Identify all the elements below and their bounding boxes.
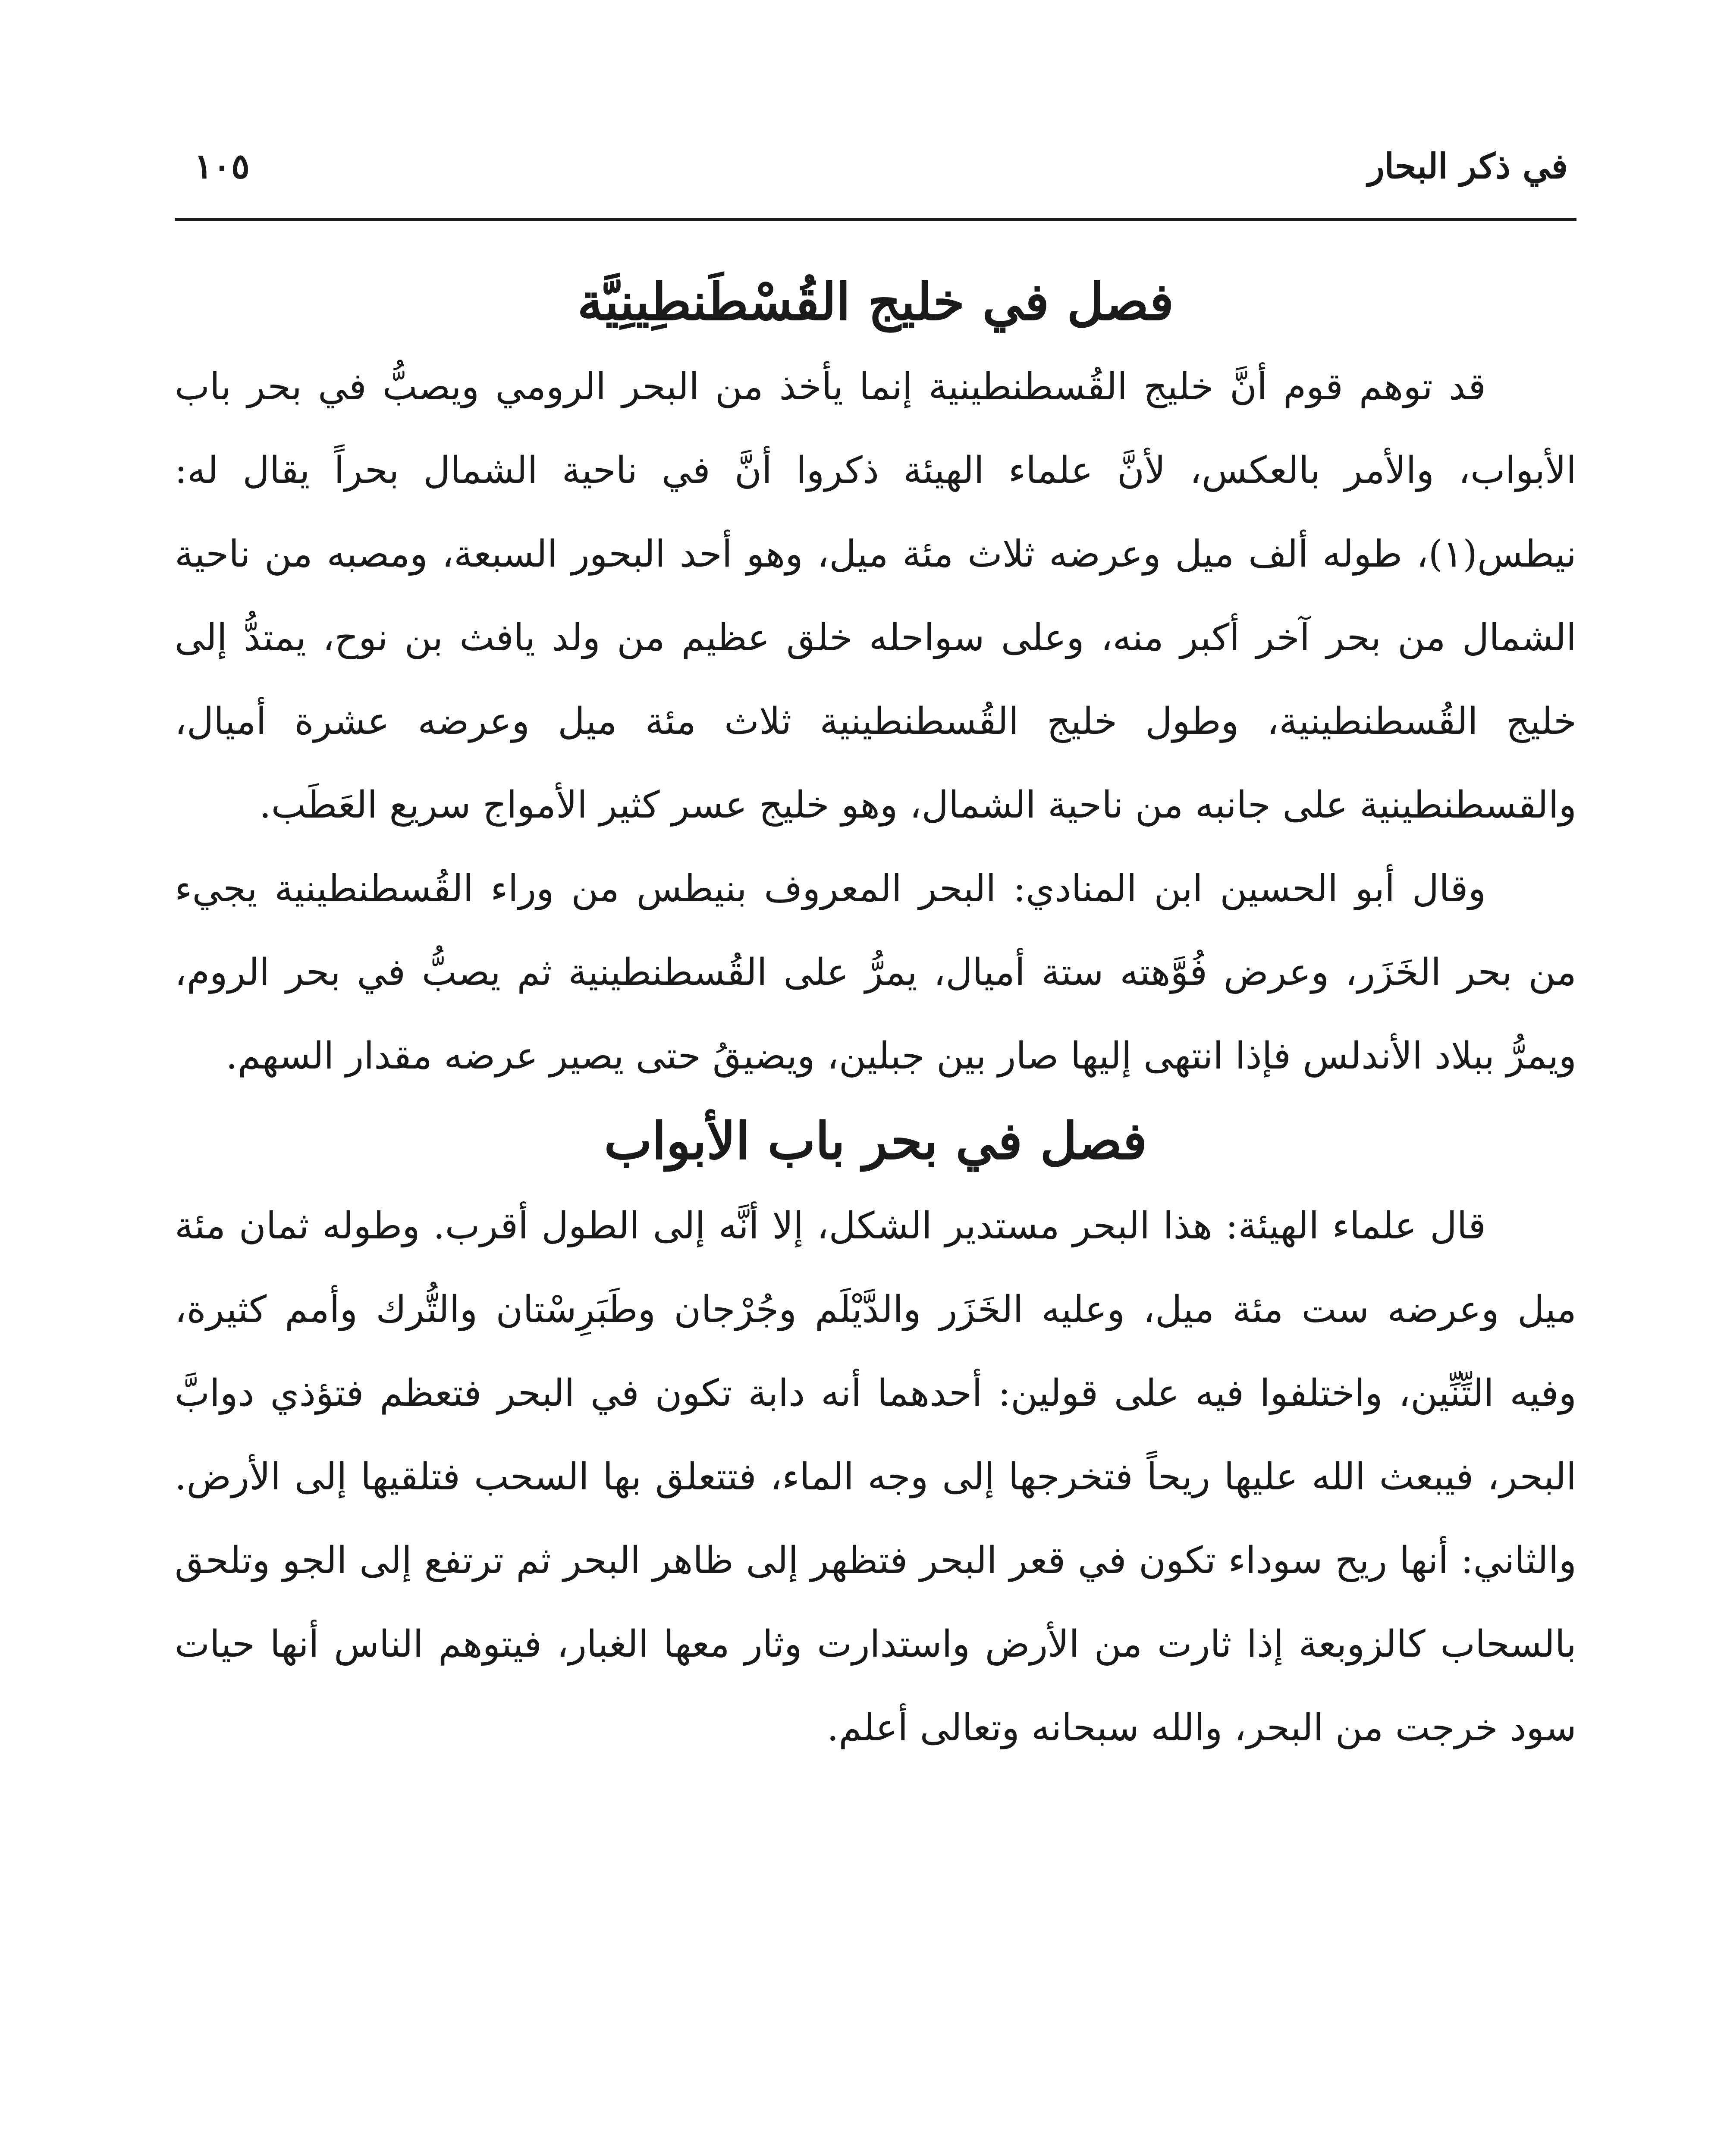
header-rule xyxy=(175,218,1576,221)
paragraph: قال علماء الهيئة: هذا البحر مستدير الشكل، إلا أنَّه إلى الطول أقرب. وطوله ثمان مئة ميل وعرضه ست مئة ميل، وعليه الخَزَر والدَّيْلَم وجُرْجان وطَبَرِسْتان والتُّرك وأمم كثيرة، وفيه التِّنِّين، واختلفوا فيه على قولين: أحدهما أنه دابة تكون في البحر فتعظم فتؤذي دوابَّ البحر، فيبعث الله عليها ريحاً فتخرجها إلى وجه الماء، فتتعلق بها السحب فتلقيها إلى الأرض. والثاني: أنها ريح سوداء تكون في قعر البحر فتظهر إلى ظاهر البحر ثم ترتفع إلى الجو وتلحق بالسحاب كالزوبعة إذا ثارت من الأرض واستدارت وثار معها الغبار، فيتوهم الناس أنها حيات سود خرجت من البحر، والله سبحانه وتعالى أعلم. xyxy=(175,1204,1576,1749)
section-title-constantinople-strait: فصل في خليج القُسْطَنطِينِيَّة xyxy=(577,272,1174,332)
page-number: ١٠٥ xyxy=(194,146,250,186)
paragraph: وقال أبو الحسين ابن المنادي: البحر المعروف بنيطس من وراء القُسطنطينية يجيء من بحر الخَزَر، وعرض فُوَّهته ستة أميال، يمرُّ على القُسطنطينية ثم يصبُّ في بحر الروم، ويمرُّ ببلاد الأندلس فإذا انتهى إليها صار بين جبلين، ويضيقُ حتى يصير عرضه مقدار السهم. xyxy=(175,867,1576,1078)
paragraph: قد توهم قوم أنَّ خليج القُسطنطينية إنما يأخذ من البحر الرومي ويصبُّ في بحر باب الأبواب، والأمر بالعكس، لأنَّ علماء الهيئة ذكروا أنَّ في ناحية الشمال بحراً يقال له: نيطس(١)، طوله ألف ميل وعرضه ثلاث مئة ميل، وهو أحد البحور السبعة، ومصبه من ناحية الشمال من بحر آخر أكبر منه، وعلى سواحله خلق عظيم من ولد يافث بن نوح، يمتدُّ إلى خليج القُسطنطينية، وطول خليج القُسطنطينية ثلاث مئة ميل وعرضه عشرة أميال، والقسطنطينية على جانبه من ناحية الشمال، وهو خليج عسر كثير الأمواج سريع العَطَب. xyxy=(175,365,1576,827)
page-header xyxy=(185,142,1568,190)
running-title: في ذكر البحار xyxy=(1368,146,1568,186)
body-text xyxy=(175,259,1576,1770)
section-title-bab-al-abwab-sea: فصل في بحر باب الأبواب xyxy=(604,1111,1147,1171)
